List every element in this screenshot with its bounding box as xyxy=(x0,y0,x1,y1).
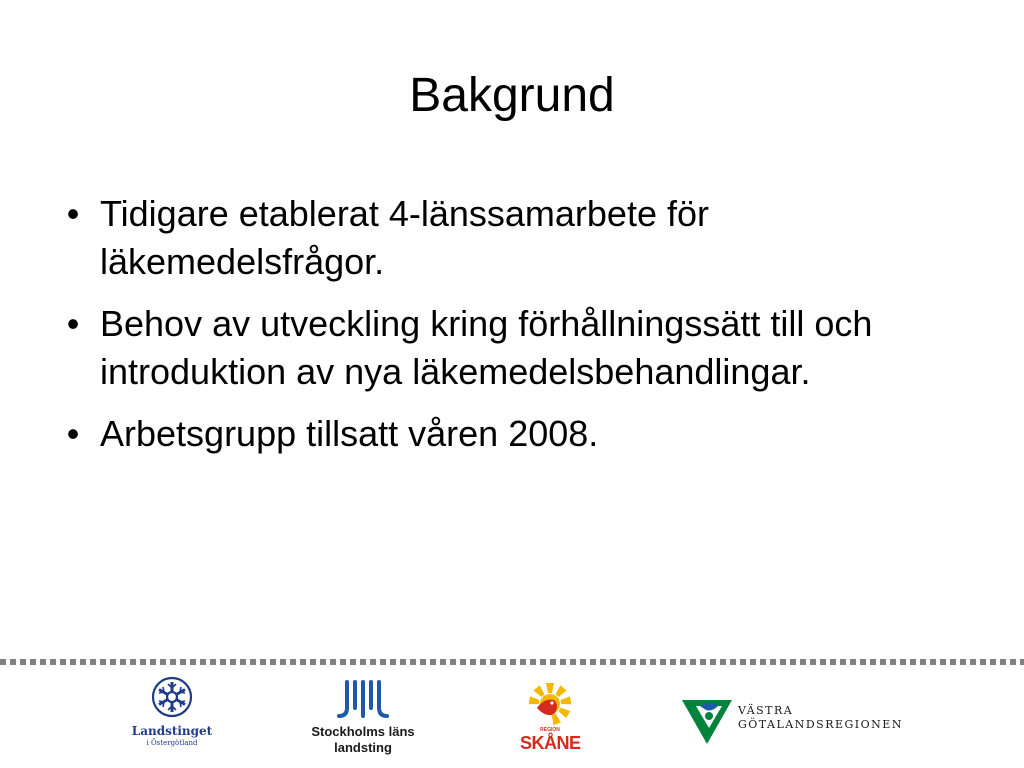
logo-label-line1: REGION xyxy=(540,727,560,733)
bullet-marker: • xyxy=(66,303,80,344)
logo-label-line2: i Östergötland xyxy=(146,739,198,747)
logo-label-line1: VÄSTRA xyxy=(738,704,794,717)
bullet-item xyxy=(58,300,958,396)
logo-stockholms-lans-landsting xyxy=(303,678,423,762)
logo-landstinget-ostergotland xyxy=(122,672,222,752)
snowflake-emblem-icon xyxy=(122,672,222,722)
bullet-item xyxy=(58,410,958,458)
logo-label-line2: SKÅNE xyxy=(520,733,581,753)
vgr-emblem-icon xyxy=(682,698,736,746)
logo-vastra-gotalandsregionen xyxy=(682,698,912,748)
logo-label-line1: Landstinget xyxy=(131,724,213,738)
slide-title: Bakgrund xyxy=(409,69,615,122)
bullet-marker: • xyxy=(66,193,80,234)
footer-logos xyxy=(0,672,1024,764)
bullet-marker: • xyxy=(66,413,80,454)
bullet-text: Arbetsgrupp tillsatt våren 2008. xyxy=(100,413,599,454)
bullet-text: Tidigare etablerat 4-länssamarbete för läkemedelsfrågor. xyxy=(100,193,709,282)
bullet-text: Behov av utveckling kring förhållningssätt till och introduktion av nya läkemedelsbehandlingar. xyxy=(100,303,873,392)
logo-label-line1: Stockholms läns xyxy=(311,724,415,739)
bullet-list xyxy=(58,190,958,472)
logo-label-line2: GÖTALANDSREGIONEN xyxy=(738,718,903,731)
sun-griffin-icon xyxy=(520,682,580,726)
logo-label-line2: landsting xyxy=(334,740,392,755)
sll-emblem-icon xyxy=(303,678,423,722)
footer-divider xyxy=(0,659,1024,665)
logo-region-skane xyxy=(520,682,580,756)
bullet-item xyxy=(58,190,958,286)
